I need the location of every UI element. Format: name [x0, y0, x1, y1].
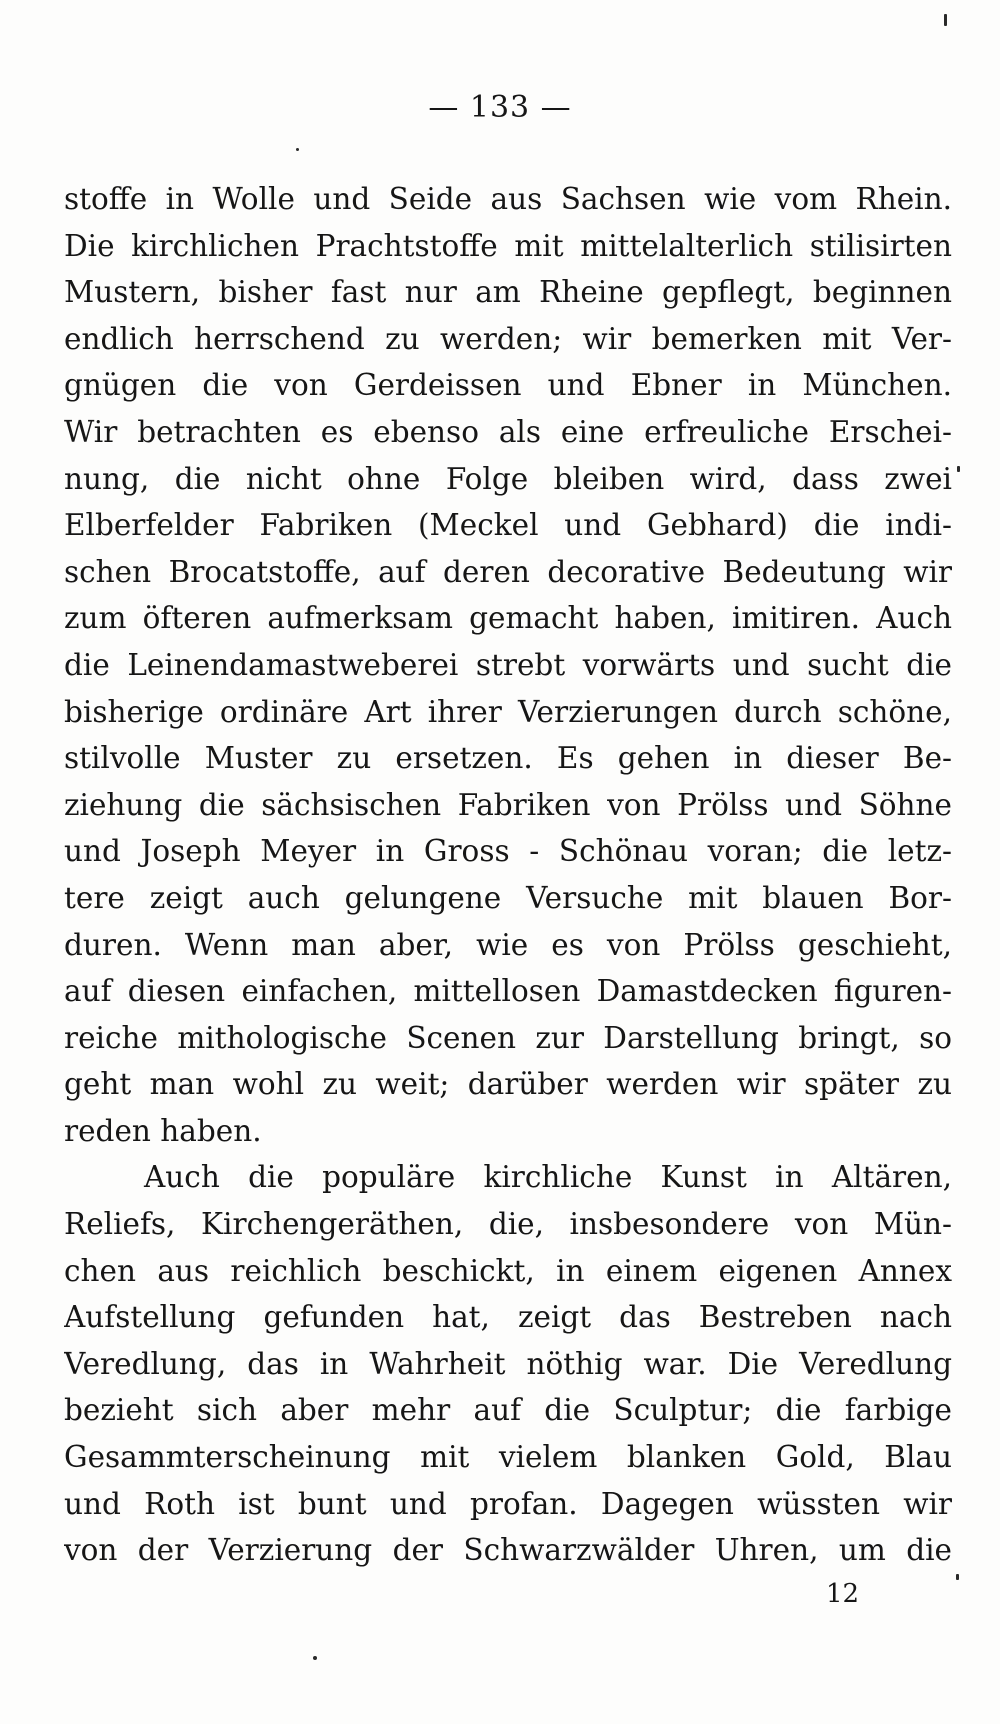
text-line: tere zeigt auch gelungene Versuche mit blauen Bor- — [64, 880, 952, 915]
text-line: und Roth ist bunt und profan. Dagegen wüssten wir — [64, 1486, 952, 1521]
text-line: auf diesen einfachen, mittellosen Damastdecken figuren- — [64, 974, 952, 1009]
signature-mark: 12 — [826, 1579, 860, 1609]
print-speck — [944, 14, 947, 26]
text-line: reiche mithologische Scenen zur Darstellung bringt, so — [64, 1020, 952, 1055]
paragraph-2 — [64, 1154, 952, 1573]
text-line: geht man wohl zu weit; darüber werden wir später zu — [64, 1067, 952, 1102]
print-speck — [296, 148, 299, 151]
print-speck — [313, 1656, 317, 1660]
text-line: Reliefs, Kirchengeräthen, die, insbesondere von Mün- — [64, 1207, 952, 1242]
text-line: schen Brocatstoffe, auf deren decorative Bedeutung wir — [64, 554, 952, 589]
text-line: bezieht sich aber mehr auf die Sculptur; die farbige — [64, 1393, 952, 1428]
text-line: stilvolle Muster zu ersetzen. Es gehen in dieser Be- — [64, 741, 952, 776]
text-line: ziehung die sächsischen Fabriken von Prölss und Söhne — [64, 787, 952, 822]
text-line: Mustern, bisher fast nur am Rheine gepflegt, beginnen — [64, 275, 952, 310]
text-line: Gesammterscheinung mit vielem blanken Gold, Blau — [64, 1440, 952, 1475]
text-line: chen aus reichlich beschickt, in einem eigenen Annex — [64, 1253, 952, 1288]
text-line: nung, die nicht ohne Folge bleiben wird, dass zwei — [64, 461, 952, 496]
body-text — [64, 176, 952, 1574]
print-speck — [956, 1574, 959, 1580]
page-number-header: — 133 — — [428, 90, 572, 125]
text-line: Aufstellung gefunden hat, zeigt das Bestreben nach — [64, 1300, 952, 1335]
text-line: Veredlung, das in Wahrheit nöthig war. Die Veredlung — [64, 1346, 952, 1381]
text-line: endlich herrschend zu werden; wir bemerken mit Ver- — [64, 321, 952, 356]
text-line: gnügen die von Gerdeissen und Ebner in München. — [64, 368, 952, 403]
text-line: bisherige ordinäre Art ihrer Verzierungen durch schöne, — [64, 694, 952, 729]
text-line: reden haben. — [64, 1113, 262, 1148]
print-speck — [957, 466, 960, 472]
text-line: zum öfteren aufmerksam gemacht haben, imitiren. Auch — [64, 601, 952, 636]
text-line: stoffe in Wolle und Seide aus Sachsen wie vom Rhein. — [64, 182, 952, 216]
text-line: Auch die populäre kirchliche Kunst in Altären, — [144, 1160, 952, 1195]
text-line: die Leinendamastweberei strebt vorwärts und sucht die — [64, 647, 952, 682]
paragraph-1 — [64, 176, 952, 1154]
text-line: von der Verzierung der Schwarzwälder Uhren, um die — [64, 1533, 952, 1568]
text-line: und Joseph Meyer in Gross - Schönau voran; die letz- — [64, 834, 952, 869]
text-line: Die kirchlichen Prachtstoffe mit mittelalterlich stilisirten — [64, 228, 952, 263]
text-line: duren. Wenn man aber, wie es von Prölss geschieht, — [64, 927, 952, 962]
text-line: Elberfelder Fabriken (Meckel und Gebhard) die indi- — [64, 508, 952, 543]
text-line: Wir betrachten es ebenso als eine erfreuliche Erschei- — [64, 414, 952, 449]
